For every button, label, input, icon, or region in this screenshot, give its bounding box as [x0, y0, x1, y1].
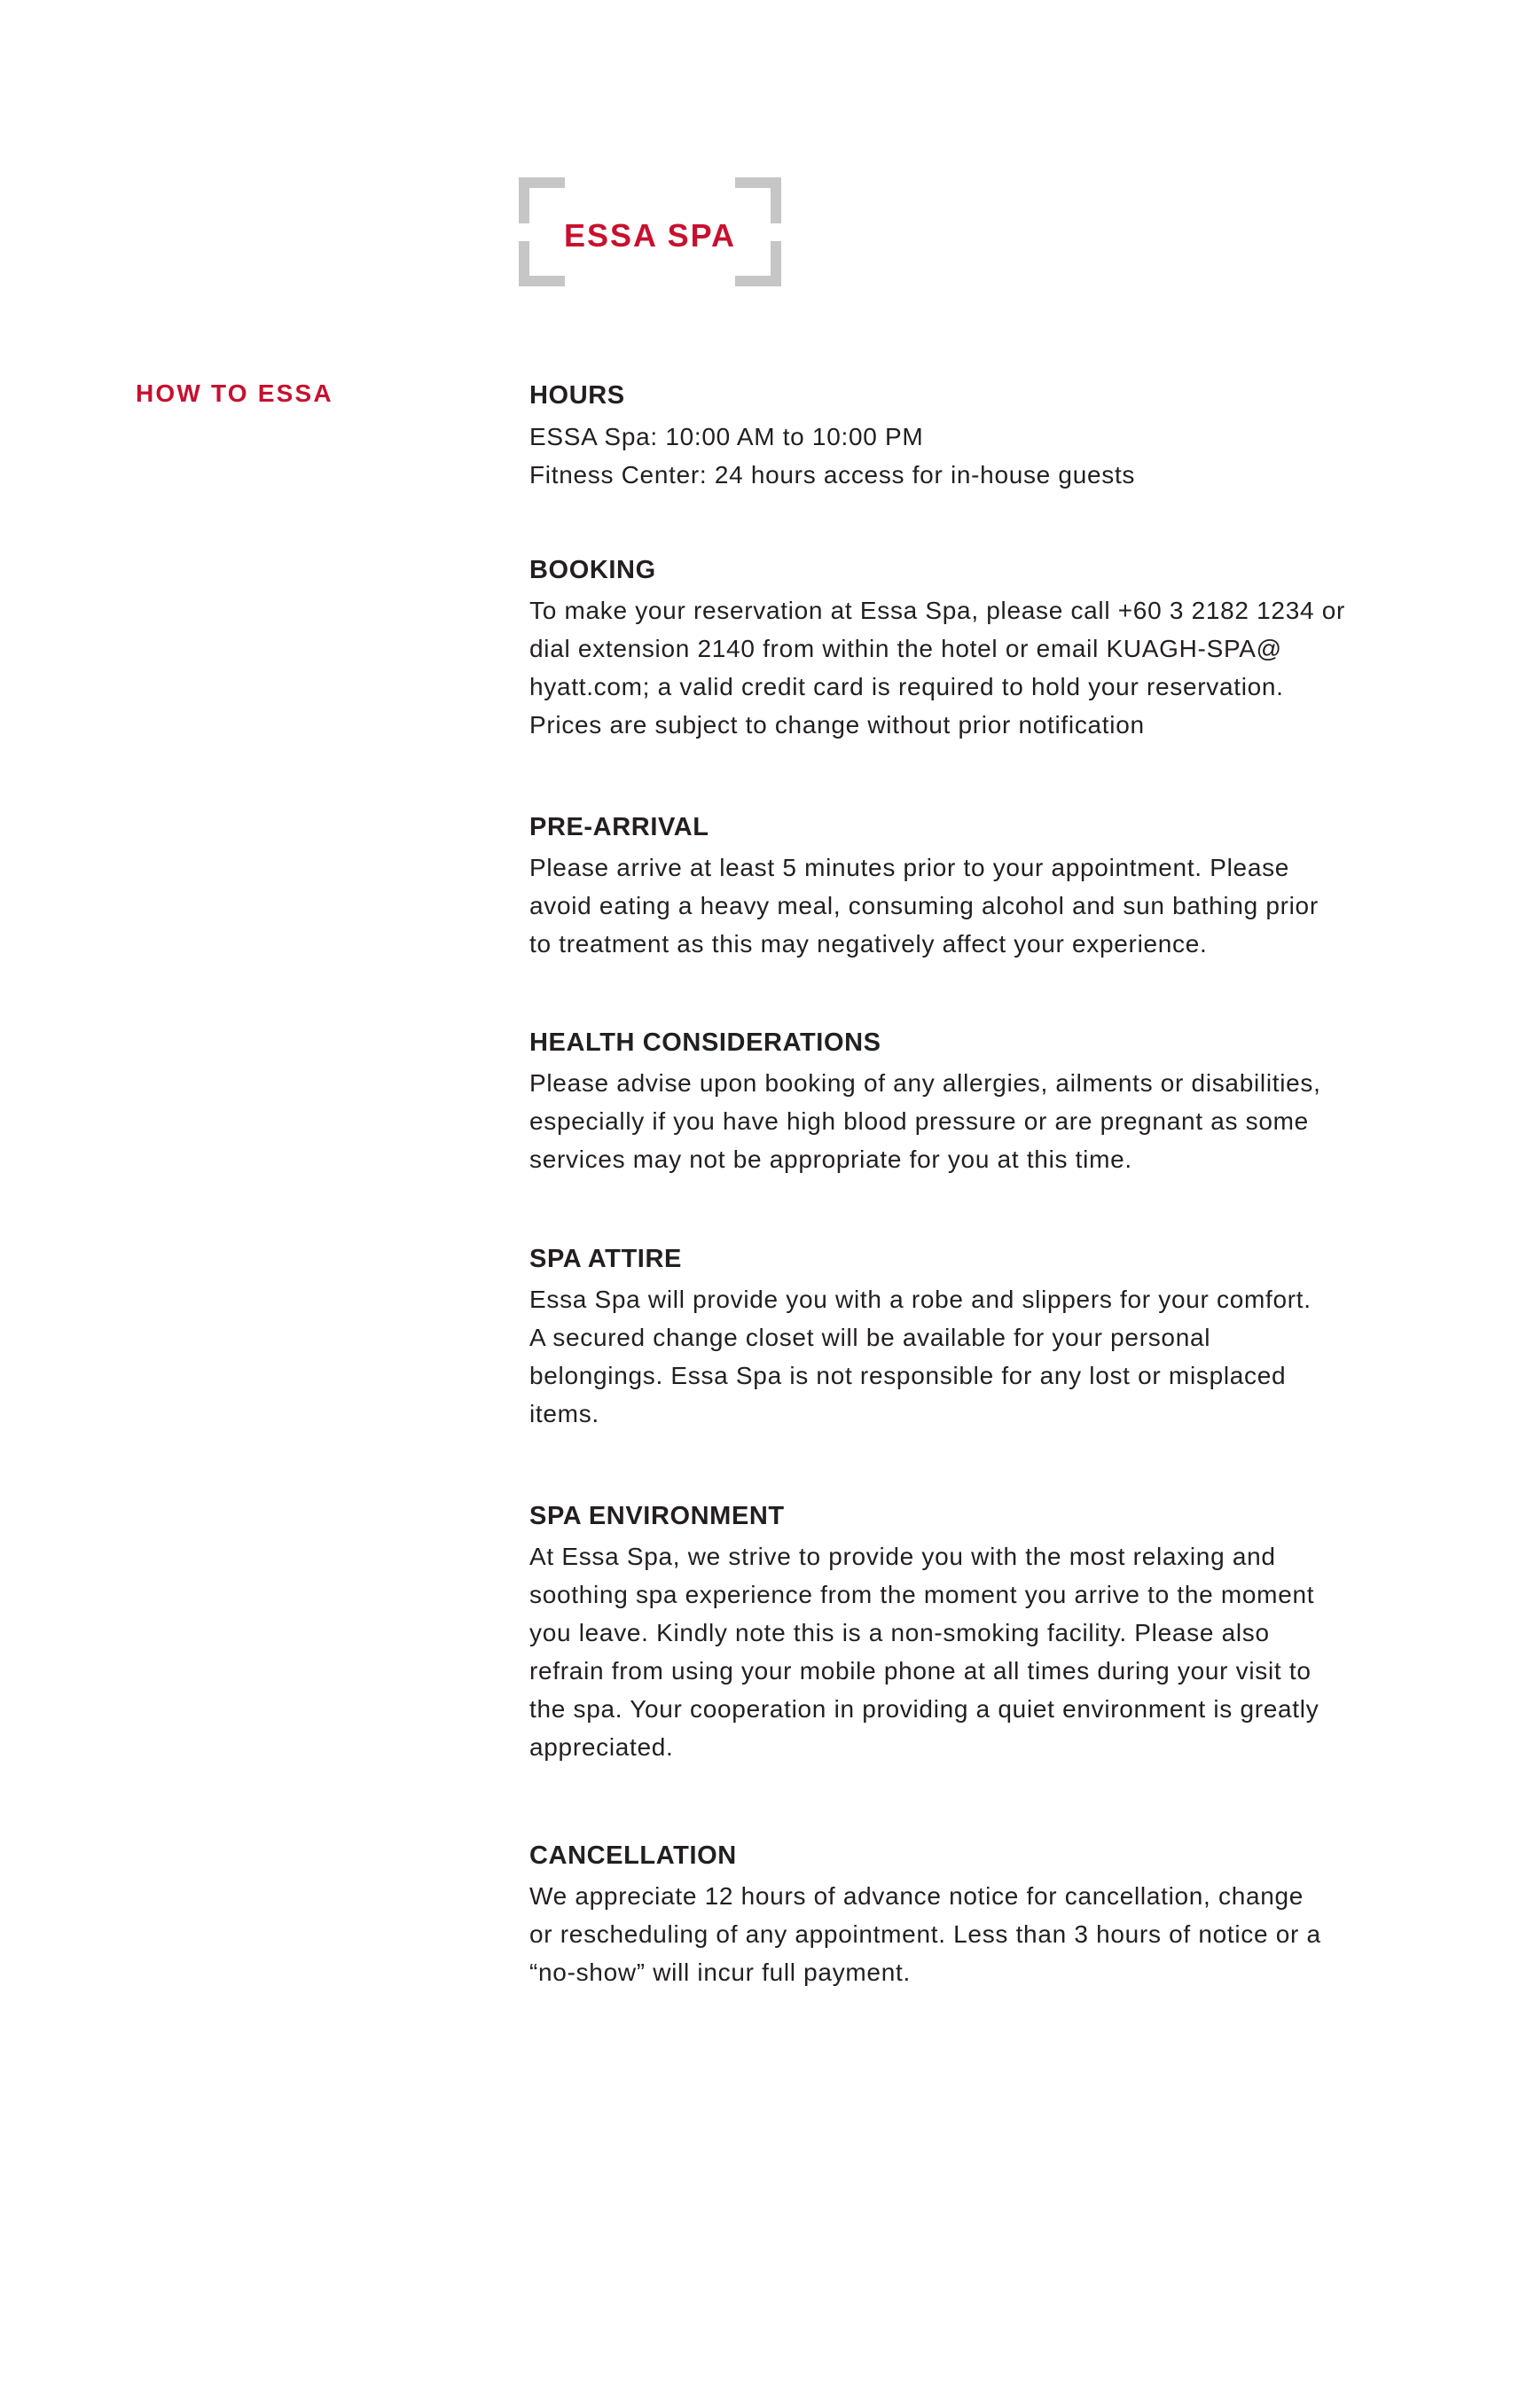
section-heading: HEALTH CONSIDERATIONS: [529, 1028, 881, 1057]
body-line: hyatt.com; a valid credit card is required to hold your reservation.: [529, 673, 1284, 700]
body-line: belongings. Essa Spa is not responsible for any lost or misplaced: [529, 1362, 1287, 1389]
body-line: Prices are subject to change without prior notification: [529, 711, 1145, 739]
body-line: avoid eating a heavy meal, consuming alcohol and sun bathing prior: [529, 892, 1319, 919]
section-booking: [529, 550, 1434, 744]
section-spa-environment: [529, 1496, 1434, 1766]
body-line: you leave. Kindly note this is a non-smoking facility. Please also: [529, 1619, 1270, 1646]
body-line: refrain from using your mobile phone at all times during your visit to: [529, 1657, 1312, 1685]
logo-bracket-right-upper: [771, 177, 781, 223]
section-heading: BOOKING: [529, 556, 656, 584]
section-spa-attire: [529, 1239, 1434, 1433]
body-line: To make your reservation at Essa Spa, please call +60 3 2182 1234 or: [529, 597, 1346, 624]
body-line: Please advise upon booking of any allergies, ailments or disabilities,: [529, 1069, 1321, 1097]
section-heading: CANCELLATION: [529, 1841, 737, 1870]
logo-bracket-right-bottom: [735, 276, 781, 286]
section-heading: SPA ENVIRONMENT: [529, 1502, 785, 1530]
body-line: appreciated.: [529, 1733, 674, 1761]
body-line: Please arrive at least 5 minutes prior to your appointment. Please: [529, 854, 1290, 881]
body-line: “no-show” will incur full payment.: [529, 1958, 911, 1986]
logo-text: ESSA SPA: [563, 217, 737, 254]
body-line: At Essa Spa, we strive to provide you with the most relaxing and: [529, 1543, 1276, 1570]
section-heading: HOURS: [529, 381, 625, 410]
section-title-how-to-essa: HOW TO ESSA: [136, 379, 333, 407]
logo-bracket-left-upper: [519, 177, 529, 223]
body-line: items.: [529, 1400, 599, 1427]
body-line: soothing spa experience from the moment you arrive to the moment: [529, 1581, 1315, 1608]
body-line: dial extension 2140 from within the hotel or email KUAGH-SPA@: [529, 635, 1282, 662]
section-health-considerations: [529, 1022, 1434, 1178]
body-line: services may not be appropriate for you at this time.: [529, 1145, 1132, 1173]
body-line: We appreciate 12 hours of advance notice for cancellation, change: [529, 1882, 1304, 1910]
section-pre-arrival: [529, 807, 1434, 963]
body-line: Essa Spa will provide you with a robe and slippers for your comfort.: [529, 1286, 1312, 1313]
section-hours: [529, 373, 1434, 494]
body-line: especially if you have high blood pressure or are pregnant as some: [529, 1107, 1309, 1135]
section-cancellation: [529, 1835, 1434, 1991]
body-line: Fitness Center: 24 hours access for in-house guests: [529, 461, 1136, 489]
body-line: the spa. Your cooperation in providing a quiet environment is greatly: [529, 1695, 1319, 1723]
body-line: to treatment as this may negatively affect your experience.: [529, 930, 1208, 958]
body-line: or rescheduling of any appointment. Less than 3 hours of notice or a: [529, 1920, 1321, 1948]
essa-spa-logo: [519, 177, 781, 286]
logo-bracket-left-bottom: [519, 276, 565, 286]
section-heading: SPA ATTIRE: [529, 1245, 682, 1273]
body-line: ESSA Spa: 10:00 AM to 10:00 PM: [529, 423, 924, 450]
section-heading: PRE-ARRIVAL: [529, 813, 709, 841]
body-line: A secured change closet will be available for your personal: [529, 1324, 1211, 1351]
